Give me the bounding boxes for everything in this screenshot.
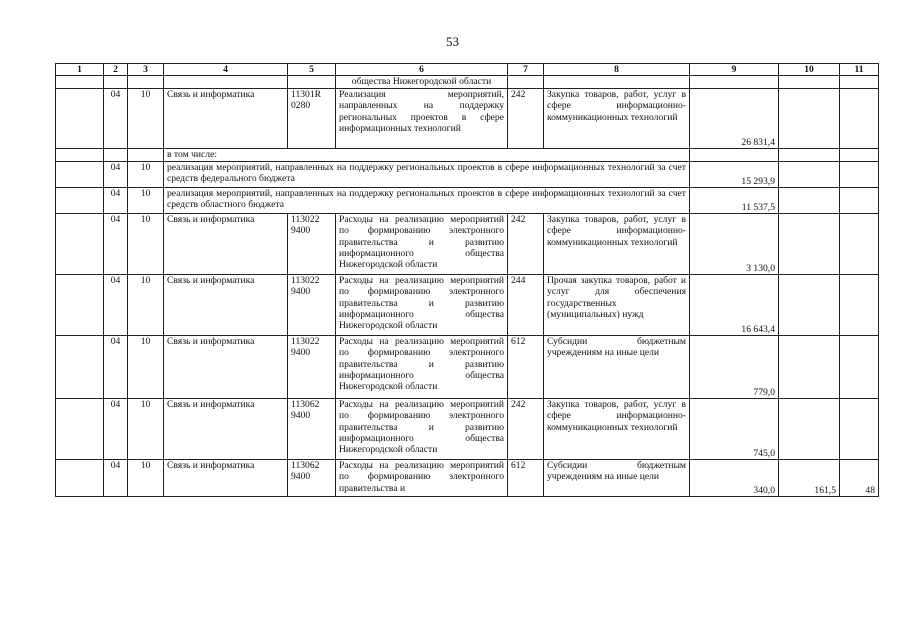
table-row: 04 10 Связь и информатика 113062 9400 Расходы на реализацию мероприятий по формированию электронного правительства и развитию информационного общества Нижегородской области 242 Закупка товаров, работ, услуг в сфере информационно-коммуникационных технологий 745,0 [56,399,879,460]
target-code: 11301R 0280 [288,89,336,149]
table-row [56,89,879,149]
amount: 26 831,4 [690,89,779,149]
sub-row-text: реализация мероприятий, направленных на поддержку региональных проектов в сфере информационных технологий за счет средств федерального бюджета [164,162,690,188]
expense-description: Реализация мероприятий, направленных на поддержку региональных проектов в сфере информационных технологий [336,89,508,149]
amount: 15 293,9 [690,162,779,188]
col-header-9: 9 [690,64,779,76]
table-row: 04 10 Связь и информатика 113022 9400 Расходы на реализацию мероприятий по формированию электронного правительства и развитию информационного общества Нижегородской области 612 Субсидии бюджетным учреждениям на иные цели 779,0 [56,336,879,399]
col-header-6: 6 [336,64,508,76]
header-row [56,64,879,76]
section-name: Связь и информатика [164,89,288,149]
budget-table [55,63,879,497]
table-row: 04 10 Связь и информатика 113022 9400 Расходы на реализацию мероприятий по формированию электронного правительства и развитию информационного общества Нижегородской области 242 Закупка товаров, работ, услуг в сфере информационно-коммуникационных технологий 3 130,0 [56,214,879,275]
amount: 340,0 [690,460,779,497]
amount: 3 130,0 [690,214,779,275]
subsection-code: 10 [128,89,164,149]
sub-row: 04 10 реализация мероприятий, направленных на поддержку региональных проектов в сфере информационных технологий за счет средств областного бюджета 11 537,5 [56,188,879,214]
table-row: 04 10 Связь и информатика 113022 9400 Расходы на реализацию мероприятий по формированию электронного правительства и развитию информационного общества Нижегородской области 244 Прочая закупка товаров, работ и услуг для обеспечения государственных (муниципальных) нужд 16 643,4 [56,275,879,336]
amount: 16 643,4 [690,275,779,336]
col-header-8: 8 [544,64,690,76]
type-description: Закупка товаров, работ, услуг в сфере информационно-коммуникационных технологий [544,89,690,149]
col-header-3: 3 [128,64,164,76]
col-header-1: 1 [56,64,104,76]
amount: 779,0 [690,336,779,399]
sub-row-text: реализация мероприятий, направленных на поддержку региональных проектов в сфере информационных технологий за счет средств областного бюджета [164,188,690,214]
sub-row: 04 10 реализация мероприятий, направленных на поддержку региональных проектов в сфере информационных технологий за счет средств федерального бюджета 15 293,9 [56,162,879,188]
col-header-5: 5 [288,64,336,76]
continuation-text: общества Нижегородской области [336,76,508,89]
page-number: 53 [446,34,459,49]
section-code: 04 [104,89,128,149]
continuation-row [56,76,879,89]
col-header-11: 11 [840,64,879,76]
col-header-4: 4 [164,64,288,76]
including-row [56,149,879,162]
amount: 745,0 [690,399,779,460]
type-code: 242 [508,89,544,149]
including-label: в том числе: [164,149,690,162]
col-header-10: 10 [779,64,840,76]
table-row: 04 10 Связь и информатика 113062 9400 Расходы на реализацию мероприятий по формированию электронного правительства и 612 Субсидии бюджетным учреждениям на иные цели 340,0 161,5 48 [56,460,879,497]
col-header-7: 7 [508,64,544,76]
col-header-2: 2 [104,64,128,76]
amount: 11 537,5 [690,188,779,214]
